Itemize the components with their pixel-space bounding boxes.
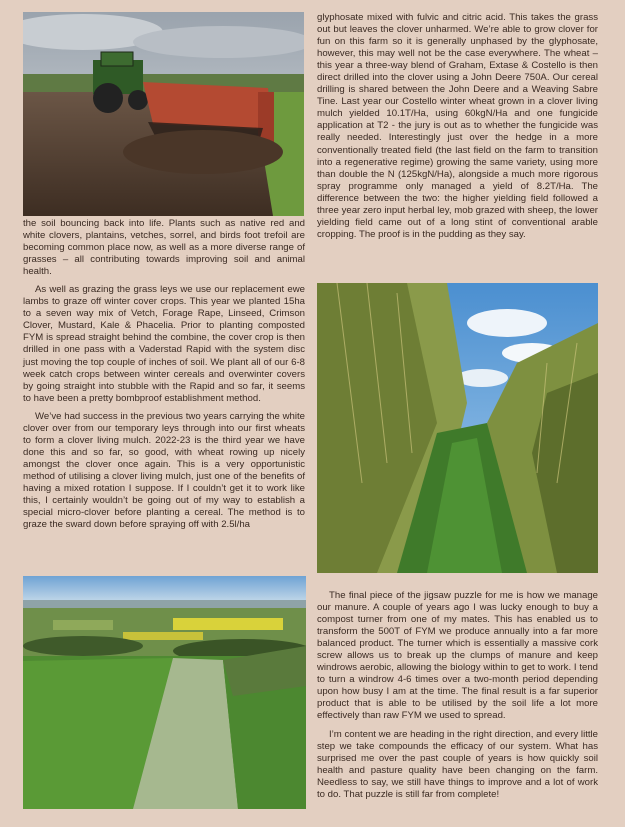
wheat-clover-crop-photo: [317, 283, 598, 573]
paragraph: I’m content we are heading in the right direction, and every little step we take compounds the efficacy of our system. What has surprised me over the past couple of years is how quickly soil health and pasture quality have been changing on the farm. Needless to say, we still have things to improve and a lot of work to do. That puzzle is still far from complete!: [317, 728, 598, 800]
text-column-right-bottom: [317, 590, 598, 801]
paragraph: We’ve had success in the previous two years carrying the white clover over from our temporary leys through into our first wheats to form a clover living mulch. 2022-23 is the third year we have done this and so far, so good, with wheat rowing up nicely amongst the clover once again. This is a very opportunistic method of utilising a clover living mulch, just one of the benefits of having a mixed rotation I suppose. If I couldn’t get it to work like this, I certainly wouldn’t be going out of my way to establish a special micro-clover before planting a cereal. The method is to graze the sward down before spraying off with 2.5l/ha: [23, 410, 305, 531]
text-column-right-top: [317, 12, 598, 241]
text-column-left: [23, 218, 305, 531]
aerial-grazed-field-photo: [23, 576, 306, 809]
paragraph: The final piece of the jigsaw puzzle for me is how we manage our manure. A couple of years ago I was lucky enough to buy a compost turner from one of my mates. This has enabled us to transform the 500T of FYM we produce annually into a far more balanced product. The turner which is essentially a massive cork screw allows us to break up the clumps of manure and keep windrows aerobic, allowing the biology within to get to work. I tend to turn a windrow 4-6 times over a two-month period depending upon how busy I am at the time. The final result is a far superior product that is able to be utilised by the soil life a lot more effectively than raw FYM we used to spread.: [317, 590, 598, 722]
paragraph: glyphosate mixed with fulvic and citric acid. This takes the grass out but leaves the clover unharmed. We’re able to grow clover for fun on this farm so it is generally unphased by the glyphosate, however, this may well not be the case everywhere. The wheat – this year a three-way blend of Graham, Extase & Costello is then direct drilled into the clover using a John Deere 750A. Our cereal drilling is shared between the John Deere and a Weaving Sabre Tine. Last year our Costello winter wheat grown in a clover living mulch yielded 10.1T/Ha, using 60kgN/Ha and one fungicide application at T2 - the jury is out as to whether the fungicide was really needed. Interestingly just over the hedge in a more conventionally treated field (the last field on the farm to transition into a regenerative regime) growing the same variety, using more than double the N (125kgN/Ha), alongside a much more rigorous spray programme only managed a yield of 8.2T/Ha. The difference between the two: the higher yielding field followed a three year zero input herbal ley, mob grazed with sheep, the lower yielding field came out of a long stint of conventional arable cropping. The proof is in the pudding as they say.: [317, 12, 598, 240]
paragraph: the soil bouncing back into life. Plants such as native red and white clovers, plantains, vetches, sorrel, and birds foot trefoil are becoming common place now, as well as a more diverse range of grasses – all contributing towards improving soil and animal health.: [23, 218, 305, 278]
tractor-compost-turner-photo: [23, 12, 304, 216]
paragraph: As well as grazing the grass leys we use our replacement ewe lambs to graze off winter cover crops. This year we planted 15ha to a seven way mix of Vetch, Forage Rape, Linseed, Crimson Clover, Mustard, Kale & Phacelia. Prior to planting composted FYM is spread straight behind the combine, the cover crop is then drilled in one pass with a Vaderstad Rapid with the system disc just moving the top couple of inches of soil. We plant all of our 6-8 week catch crops between winter cereals and overwinter covers by going straight into stubble with the Rapid and so far, it seems to have been a pretty bombproof establishment method.: [23, 284, 305, 404]
